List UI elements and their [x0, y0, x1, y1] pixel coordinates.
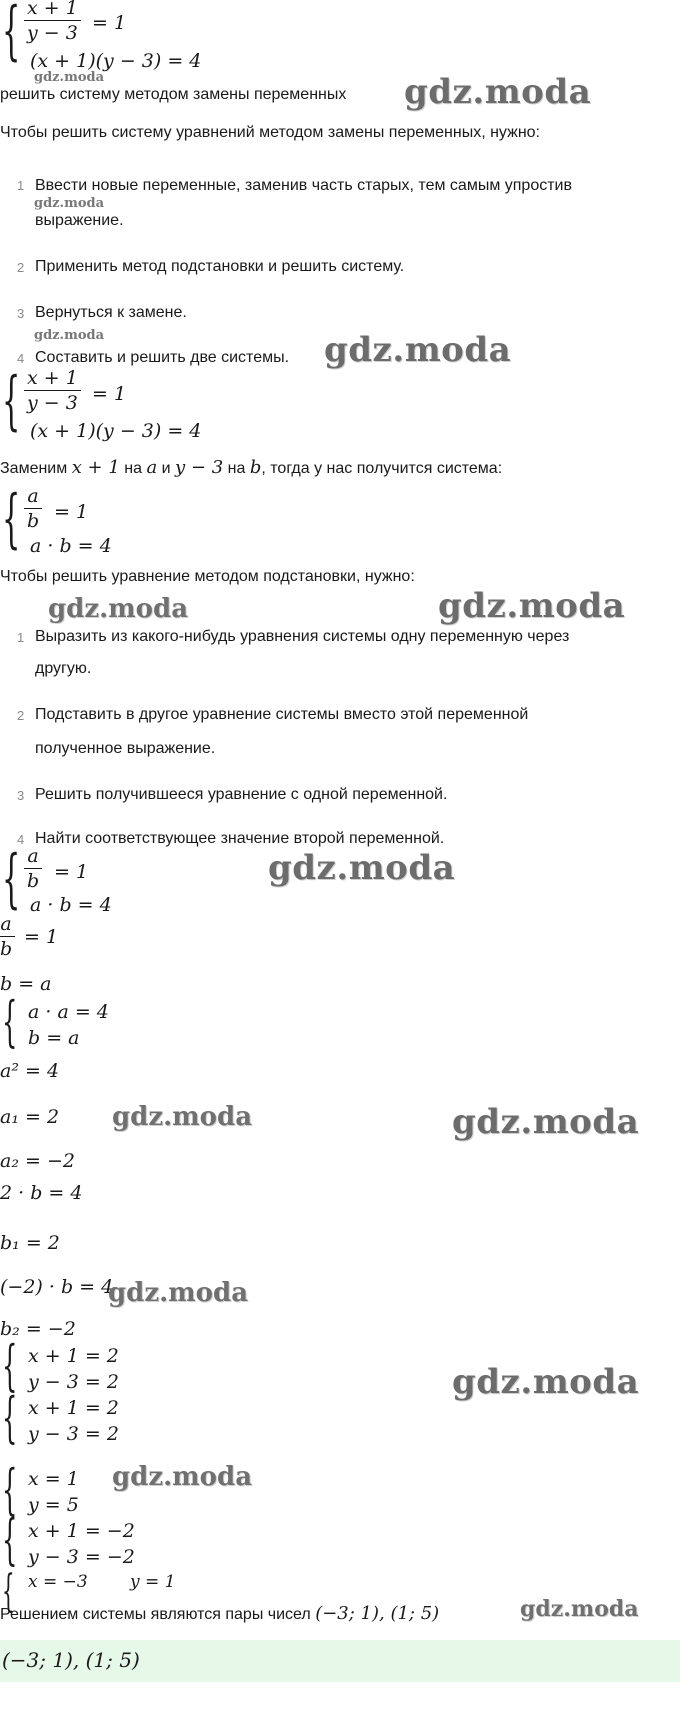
replace-text: Заменим x + 1 на a и y − 3 на b, тогда у нас получится система:	[0, 457, 503, 478]
system6a-brace: {	[2, 1458, 18, 1521]
system2-brace: {	[2, 482, 21, 556]
step-number: 3	[17, 788, 25, 803]
step-number: 1	[17, 630, 25, 645]
system2-eq2: a · b = 4	[30, 535, 112, 557]
system2-rhs: = 1	[54, 501, 89, 523]
system5b-brace: {	[2, 1386, 18, 1449]
answer-box	[0, 1640, 680, 1682]
intro-substitution: Чтобы решить уравнение методом подстановки, нужно:	[0, 568, 415, 585]
watermark: gdz.moda	[452, 1102, 640, 1142]
system3-brace: {	[2, 842, 21, 916]
step-text: Решить получившееся уравнение с одной переменной.	[35, 786, 448, 803]
step-text: Составить и решить две системы.	[35, 349, 290, 366]
system5-eq: x + 1 = 2	[28, 1345, 119, 1367]
step-text: Подставить в другое уравнение системы вместо этой переменной	[35, 706, 529, 723]
a1-value: a₁ = 2	[0, 1106, 60, 1128]
watermark: gdz.moda	[34, 70, 105, 85]
fraction-line-rhs: = 1	[24, 926, 59, 948]
system6-eq: y = 5	[28, 1494, 79, 1516]
system6-eq: x = 1	[28, 1468, 79, 1490]
system1-brace: {	[2, 364, 21, 438]
answer-text: (−3; 1), (1; 5)	[2, 1648, 140, 1672]
a-squared: a² = 4	[0, 1060, 60, 1082]
step-number: 1	[17, 178, 25, 193]
watermark: gdz.moda	[404, 72, 592, 112]
step-number: 2	[17, 260, 25, 275]
system1-fraction: x + 1 y − 3	[24, 366, 81, 415]
intro-substitution-method: Чтобы решить систему уравнений методом замены переменных, нужно:	[0, 124, 540, 141]
system6-eq: y − 3 = −2	[28, 1546, 135, 1568]
step-text: выражение.	[35, 212, 124, 229]
two-b-eq: 2 · b = 4	[0, 1182, 83, 1204]
b1-value: b₁ = 2	[0, 1232, 60, 1254]
step-text: Применить метод подстановки и решить систему.	[35, 258, 405, 275]
watermark: gdz.moda	[324, 330, 512, 370]
system1-rhs: = 1	[92, 383, 127, 405]
watermark: gdz.moda	[268, 848, 456, 888]
watermark: gdz.moda	[112, 1462, 253, 1492]
system4-eq1: a · a = 4	[28, 1001, 109, 1023]
step-number: 2	[17, 708, 25, 723]
system2-fraction: a b	[24, 484, 42, 533]
system5-eq: y − 3 = 2	[28, 1423, 119, 1445]
step-number: 3	[17, 306, 25, 321]
system5-eq: y − 3 = 2	[28, 1371, 119, 1393]
system3-rhs: = 1	[54, 861, 89, 883]
step-text: полученное выражение.	[35, 740, 216, 757]
system7-eq: x = −3	[28, 1572, 88, 1592]
system6-eq: x + 1 = −2	[28, 1520, 135, 1542]
a2-value: a₂ = −2	[0, 1150, 75, 1172]
watermark: gdz.moda	[520, 1596, 639, 1622]
neg2-b-eq: (−2) · b = 4	[0, 1276, 114, 1298]
watermark: gdz.moda	[438, 586, 626, 626]
system4-brace: {	[2, 990, 18, 1053]
system5-eq: x + 1 = 2	[28, 1397, 119, 1419]
step-number: 4	[17, 351, 25, 366]
step-text: Найти соответствующее значение второй переменной.	[35, 830, 445, 847]
watermark: gdz.moda	[48, 594, 189, 624]
step-text: другую.	[35, 660, 92, 677]
watermark: gdz.moda	[112, 1102, 253, 1132]
task-text: решить систему методом замены переменных	[0, 86, 347, 103]
system1-fraction: x + 1 y − 3	[24, 0, 81, 45]
step-number: 4	[17, 832, 25, 847]
system6b-brace: {	[2, 1508, 18, 1571]
b2-value: b₂ = −2	[0, 1318, 76, 1340]
system3-fraction: a b	[24, 844, 42, 893]
watermark: gdz.moda	[452, 1362, 640, 1402]
system3-eq2: a · b = 4	[30, 894, 112, 916]
watermark: gdz.moda	[108, 1278, 249, 1308]
conclusion-text: Решением системы являются пары чисел (−3; 1), (1; 5)	[0, 1603, 440, 1624]
step-text: Вернуться к замене.	[35, 304, 187, 321]
system4-eq2: b = a	[28, 1027, 80, 1049]
fraction-line: a b	[0, 912, 15, 961]
system1-eq2: (x + 1)(y − 3) = 4	[30, 50, 202, 72]
watermark: gdz.moda	[34, 196, 105, 211]
step-text: Выразить из какого-нибудь уравнения системы одну переменную через	[35, 628, 570, 645]
system1-brace: {	[2, 0, 21, 68]
system1-rhs: = 1	[92, 12, 127, 34]
system5a-brace: {	[2, 1334, 18, 1397]
system1-eq2: (x + 1)(y − 3) = 4	[30, 420, 202, 442]
system7-brace-visible: {	[2, 1566, 15, 1617]
system7-eq: y = 1	[130, 1572, 176, 1592]
watermark: gdz.moda	[34, 328, 105, 343]
b-equals-a: b = a	[0, 973, 52, 995]
step-text: Ввести новые переменные, заменив часть старых, тем самым упростив	[35, 177, 572, 194]
